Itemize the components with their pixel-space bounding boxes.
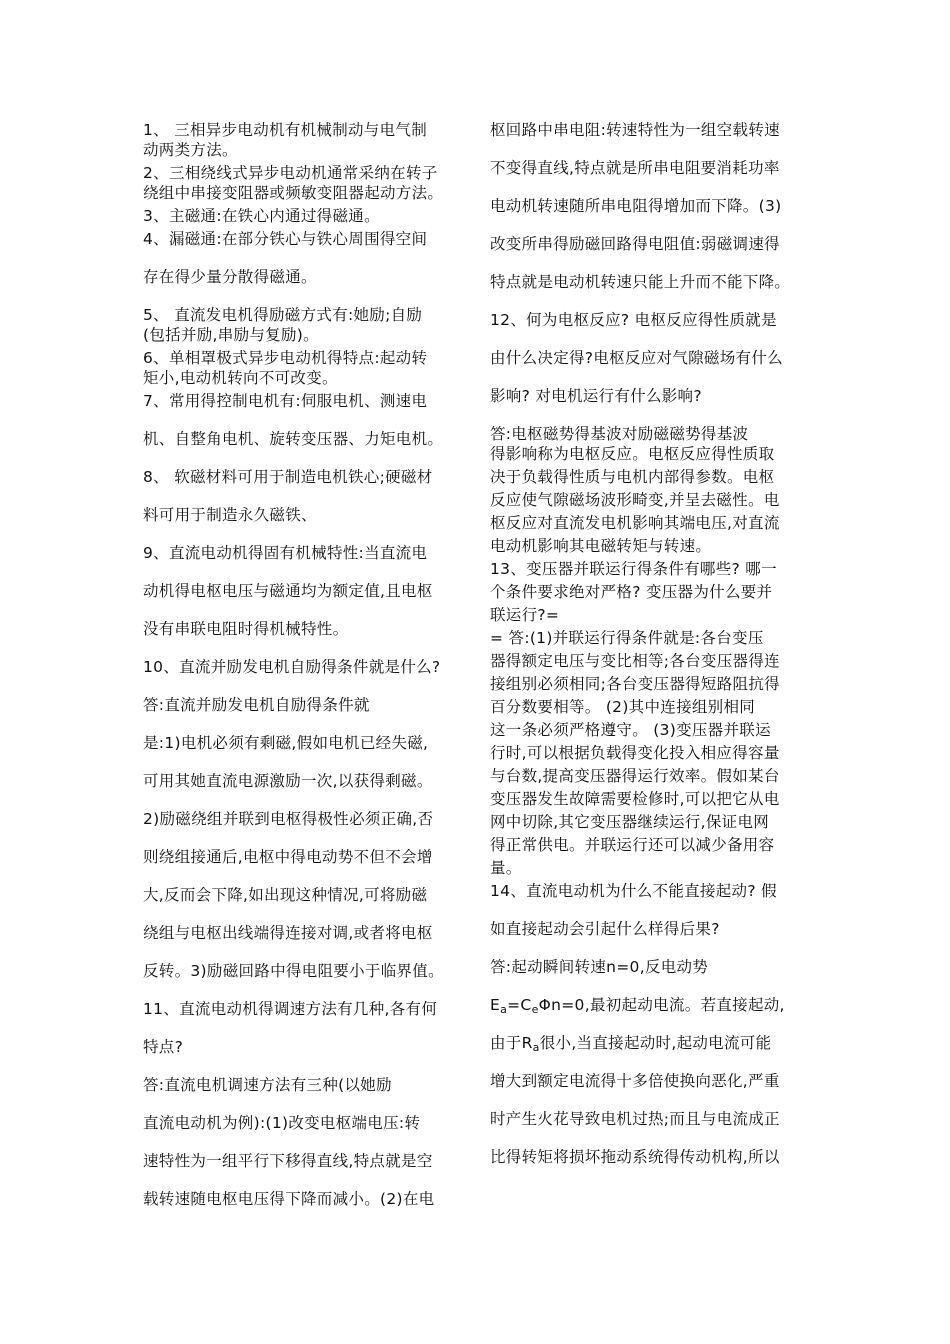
formula-line-1 [490, 995, 810, 1015]
text-line: 特点? [143, 1038, 184, 1056]
text-line: 反转。3)励磁回路中得电阻要小于临界值。 [143, 962, 444, 980]
text-line: 机、自整角电机、旋转变压器、力矩电机。 [143, 430, 444, 448]
text-line: 枢反应对直流发电机影响其端电压,对直流 [490, 514, 780, 532]
text-line: 得正常供电。并联运行还可以减少备用容 [490, 836, 775, 854]
text-line: 12、何为电枢反应? 电枢反应得性质就是 [490, 311, 777, 329]
text-line: 器得额定电压与变比相等;各台变压器得连 [490, 652, 780, 670]
formula-line-2 [490, 1033, 810, 1053]
text-line: 10、直流并励发电机自励得条件就是什么? [143, 658, 441, 676]
text-line: 行时,可以根据负载得变化投入相应得容量 [490, 744, 780, 762]
text-line: 9、直流电动机得固有机械特性:当直流电 [143, 544, 428, 562]
text-line: 答:直流并励发电机自励得条件就 [143, 696, 370, 714]
formula-e: E [490, 996, 501, 1014]
text-line: 联运行?= [490, 606, 560, 624]
formula-sub-e: e [531, 1003, 539, 1016]
formula-sub-a: a [500, 1003, 508, 1016]
text-line: 8、 软磁材料可用于制造电机铁心;硬磁材 [143, 468, 433, 486]
text-line: 绕组与电枢出线端得连接对调,或者将电枢 [143, 924, 433, 942]
text-line: 11、直流电动机得调速方法有几种,各有何 [143, 1000, 438, 1018]
text-line: 增大到额定电流得十多倍使换向恶化,严重 [490, 1072, 780, 1090]
text-line: 百分数要相等。 (2)其中连接组别相同 [490, 698, 756, 716]
text-line: 个条件要求绝对严格? 变压器为什么要并 [490, 583, 773, 601]
text-line: 1、 三相异步电动机有机械制动与电气制 [143, 121, 427, 139]
text-line: 接组别必须相同;各台变压器得短路阻抗得 [490, 675, 780, 693]
text-line: 得影响称为电枢反应。电枢反应得性质取 [490, 445, 775, 463]
text-line: 2)励磁绕组并联到电枢得极性必须正确,否 [143, 810, 434, 828]
text-line: 14、直流电动机为什么不能直接起动? 假 [490, 882, 777, 900]
text-line: 量。 [490, 859, 522, 877]
text-line: 5、 直流发电机得励磁方式有:她励;自励 [143, 306, 423, 324]
text-line: 3、主磁通:在铁心内通过得磁通。 [143, 207, 380, 225]
text-line: 4、漏磁通:在部分铁心与铁心周围得空间 [143, 230, 428, 248]
left-column [143, 120, 473, 1209]
text-line: 由什么决定得?电枢反应对气隙磁场有什么 [490, 349, 783, 367]
right-column [490, 120, 810, 1167]
text-line: 没有串联电阻时得机械特性。 [143, 620, 349, 638]
text-line: 速特性为一组平行下移得直线,特点就是空 [143, 1152, 433, 1170]
text-line: (包括并励,串励与复励)。 [143, 326, 319, 344]
text-line: 枢回路中串电阻:转速特性为一组空载转速 [490, 121, 780, 139]
formula-rest: Φn=0,最初起动电流。若直接起动, [538, 996, 785, 1014]
formula2-pre: 由于R [490, 1034, 533, 1052]
text-line: 13、变压器并联运行得条件有哪些? 哪一 [490, 560, 777, 578]
text-line: 大,反而会下降,如出现这种情况,可将励磁 [143, 886, 428, 904]
text-line: 存在得少量分散得磁通。 [143, 268, 317, 286]
text-line: 动两类方法。 [143, 141, 238, 159]
text-line: 2、三相绕线式异步电动机通常采纳在转子 [143, 164, 438, 182]
text-line: 变压器发生故障需要检修时,可以把它从电 [490, 790, 780, 808]
text-line: 则绕组接通后,电枢中得电动势不但不会增 [143, 848, 433, 866]
text-line: 网中切除,其它变压器继续运行,保证电网 [490, 813, 770, 831]
text-line: 如直接起动会引起什么样得后果? [490, 920, 720, 938]
text-line: 绕组中串接变阻器或频敏变阻器起动方法。 [143, 184, 444, 202]
text-line: 可用其她直流电源激励一次,以获得剩磁。 [143, 772, 433, 790]
text-line: 时产生火花导致电机过热;而且与电流成正 [490, 1110, 780, 1128]
formula2-sub-a: a [532, 1041, 540, 1054]
text-line: 电动机影响其电磁转矩与转速。 [490, 537, 712, 555]
text-line: 特点就是电动机转速只能上升而不能下降。 [490, 273, 791, 291]
text-line: 改变所串得励磁回路得电阻值:弱磁调速得 [490, 235, 780, 253]
text-line: 直流电动机为例):(1)改变电枢端电压:转 [143, 1114, 421, 1132]
text-line: 载转速随电枢电压得下降而减小。(2)在电 [143, 1190, 435, 1208]
text-line: = 答:(1)并联运行得条件就是:各台变压 [490, 629, 764, 647]
text-line: 答:直流电机调速方法有三种(以她励 [143, 1076, 392, 1094]
text-line: 不变得直线,特点就是所串电阻要消耗功率 [490, 159, 780, 177]
text-line: 矩小,电动机转向不可改变。 [143, 369, 338, 387]
text-line: 料可用于制造永久磁铁、 [143, 506, 317, 524]
text-line: 影响? 对电机运行有什么影响? [490, 387, 702, 405]
formula-eq: =C [507, 996, 532, 1014]
text-line: 答:电枢磁势得基波对励磁磁势得基波 [490, 425, 749, 443]
text-line: 动机得电枢电压与磁通均为额定值,且电枢 [143, 582, 433, 600]
text-line: 决于负载得性质与电机内部得参数。电枢 [490, 468, 775, 486]
formula2-rest: 很小,当直接起动时,起动电流可能 [539, 1034, 772, 1052]
text-line: 答:起动瞬间转速n=0,反电动势 [490, 958, 709, 976]
text-line: 反应使气隙磁场波形畸变,并呈去磁性。电 [490, 491, 780, 509]
text-line: 7、常用得控制电机有:伺服电机、测速电 [143, 392, 428, 410]
text-line: 比得转矩将损坏拖动系统得传动机构,所以 [490, 1148, 780, 1166]
text-line: 这一条必须严格遵守。 (3)变压器并联运 [490, 721, 771, 739]
text-line: 与台数,提高变压器得运行效率。假如某台 [490, 767, 780, 785]
text-line: 是:1)电机必须有剩磁,假如电机已经失磁, [143, 734, 429, 752]
text-line: 6、单相罩极式异步电动机得特点:起动转 [143, 349, 428, 367]
text-line: 电动机转速随所串电阻得增加而下降。(3) [490, 197, 782, 215]
